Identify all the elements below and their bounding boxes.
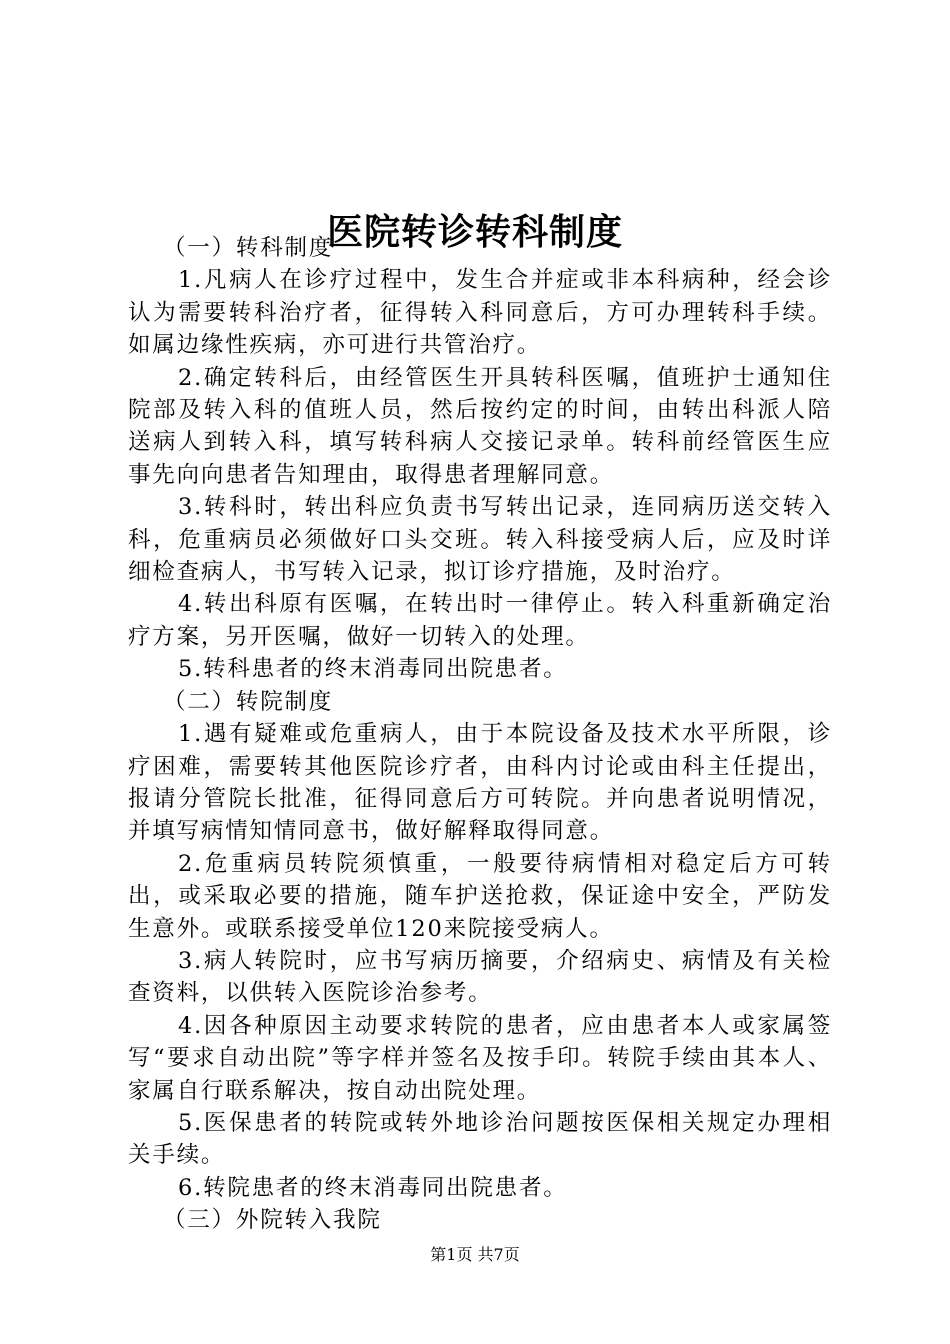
paragraph: 6.转院患者的终末消毒同出院患者。 [178,1174,568,1201]
paragraph: 2.危重病员转院须慎重，一般要待病情相对稳定后方可转出，或采取必要的措施，随车护送抢救，保证途中安全，严防发生意外。或联系接受单位120来院接受病人。 [128,850,832,942]
paragraph: 1.遇有疑难或危重病人，由于本院设备及技术水平所限，诊疗困难，需要转其他医院诊疗者，由科内讨论或由科主任提出，报请分管院长批准，征得同意后方可转院。并向患者说明情况，并填写病情知情同意书，做好解释取得同意。 [128,721,832,845]
section-heading: （三）外院转入我院 [163,1207,382,1234]
paragraph: 3.病人转院时，应书写病历摘要，介绍病史、病情及有关检查资料，以供转入医院诊治参考。 [128,947,832,1007]
paragraph: 5.转科患者的终末消毒同出院患者。 [178,656,568,683]
paragraph: 2.确定转科后，由经管医生开具转科医嘱，值班护士通知住院部及转入科的值班人员，然后按约定的时间，由转出科派人陪送病人到转入科，填写转科病人交接记录单。转科前经管医生应事先向向患者告知理由，取得患者理解同意。 [128,364,832,488]
paragraph: 3.转科时，转出科应负责书写转出记录，连同病历送交转入科，危重病员必须做好口头交班。转入科接受病人后，应及时详细检查病人，书写转入记录，拟订诊疗措施，及时治疗。 [128,494,832,586]
page-footer: 第1页 共7页 [430,1245,520,1264]
section-heading: （一）转科制度 [163,235,334,261]
paragraph: 5.医保患者的转院或转外地诊治问题按医保相关规定办理相关手续。 [128,1109,832,1169]
section-heading: （二）转院制度 [163,688,334,715]
paragraph: 1.凡病人在诊疗过程中，发生合并症或非本科病种，经会诊认为需要转科治疗者，征得转入科同意后，方可办理转科手续。如属边缘性疾病，亦可进行共管治疗。 [128,267,832,359]
paragraph: 4.因各种原因主动要求转院的患者，应由患者本人或家属签写“要求自动出院”等字样并签名及按手印。转院手续由其本人、家属自行联系解决，按自动出院处理。 [128,1012,832,1104]
paragraph: 4.转出科原有医嘱，在转出时一律停止。转入科重新确定治疗方案，另开医嘱，做好一切转入的处理。 [128,591,832,650]
document-title: 医院转诊转科制度 [326,211,623,254]
document-body [128,232,832,1237]
